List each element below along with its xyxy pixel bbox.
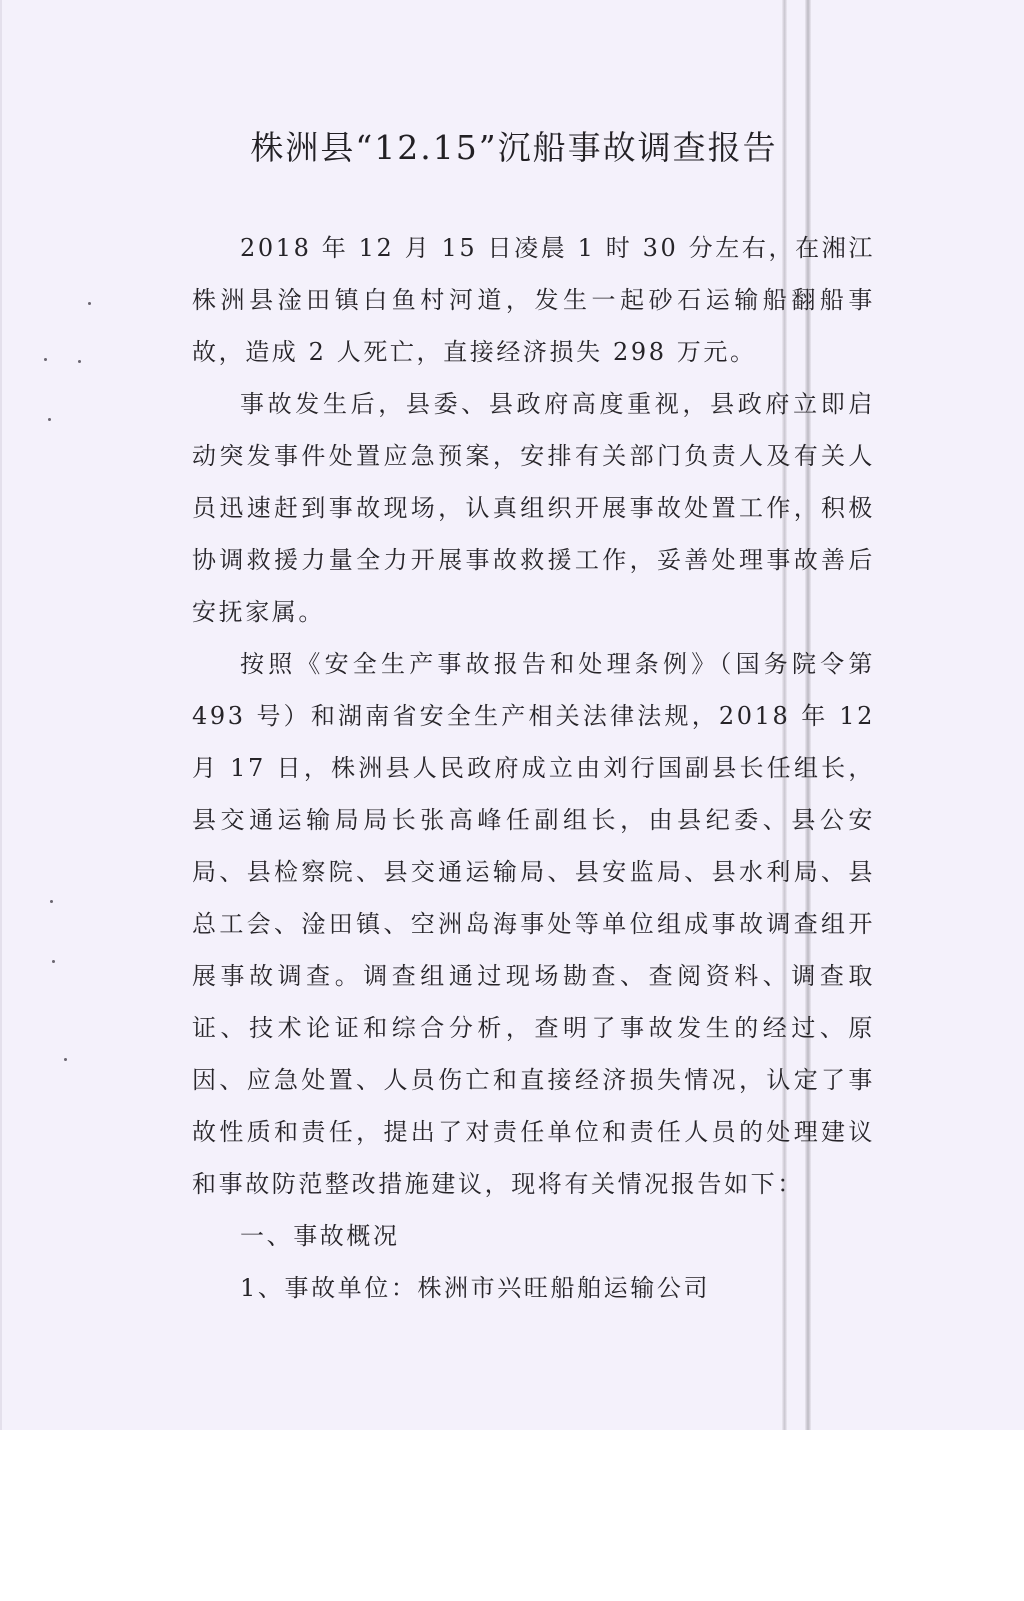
list-item-accident-unit: 1、事故单位：株洲市兴旺船舶运输公司 xyxy=(240,1274,711,1302)
document-title: 株洲县“12.15”沉船事故调查报告 xyxy=(250,128,778,167)
scan-speck xyxy=(88,302,91,305)
scan-speck xyxy=(44,358,47,361)
scan-speck xyxy=(50,900,53,903)
section-heading: 一、事故概况 xyxy=(240,1222,400,1250)
scan-speck xyxy=(52,960,55,963)
scan-speck xyxy=(64,1058,67,1061)
scan-speck xyxy=(48,418,51,421)
paragraph-investigation: 按照《安全生产事故报告和处理条例》（国务院令第 493 号）和湖南省安全生产相关法律法规，2018 年 12 月 17 日，株洲县人民政府成立由刘行国副县长任组长，县交通运输局局长张高峰任副组长，由县纪委、县公安局、县检察院、县交通运输局、县安监局、县水利局、县总工会、淦田镇、空洲岛海事处等单位组成事故调查组开展事故调查。调查组通过现场勘查、查阅资料、调查取证、技术论证和综合分析，查明了事故发生的经过、原因、应急处置、人员伤亡和直接经济损失情况，认定了事故性质和责任，提出了对责任单位和责任人员的处理建议和事故防范整改措施建议，现将有关情况报告如下： xyxy=(192,650,875,1198)
paragraph-accident-summary: 2018 年 12 月 15 日凌晨 1 时 30 分左右，在湘江株洲县淦田镇白鱼村河道，发生一起砂石运输船翻船事故，造成 2 人死亡，直接经济损失 298 万元。 xyxy=(192,234,875,366)
paragraph-emergency-response: 事故发生后，县委、县政府高度重视，县政府立即启动突发事件处置应急预案，安排有关部门负责人及有关人员迅速赶到事故现场，认真组织开展事故处置工作，积极协调救援力量全力开展事故救援工作，妥善处理事故善后安抚家属。 xyxy=(192,390,875,626)
scan-speck xyxy=(78,360,81,363)
document-body xyxy=(192,222,875,1314)
